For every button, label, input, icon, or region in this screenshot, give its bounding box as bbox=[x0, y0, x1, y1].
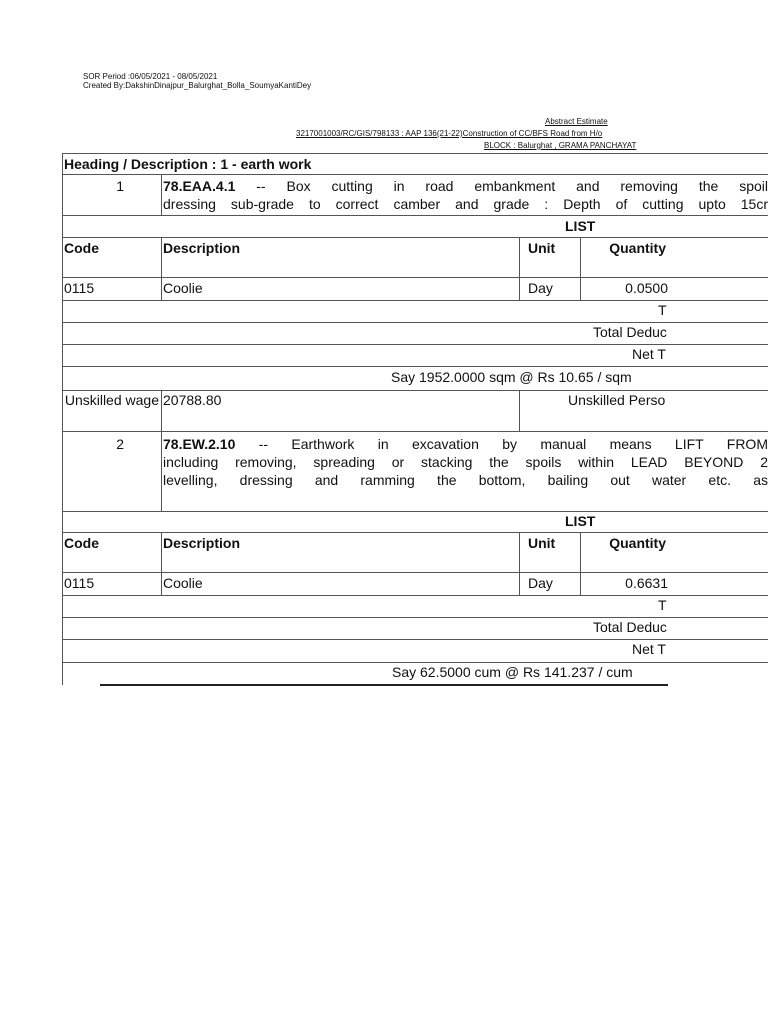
column-code: Code bbox=[64, 535, 99, 551]
item-number: 2 bbox=[116, 436, 124, 452]
bottom-rule bbox=[100, 684, 668, 686]
list-label: LIST bbox=[565, 513, 596, 529]
unskilled-wage-value: 20788.80 bbox=[163, 392, 222, 408]
sor-period: SOR Period :06/05/2021 - 08/05/2021 bbox=[83, 72, 218, 81]
section-heading: Heading / Description : 1 - earth work bbox=[64, 156, 312, 172]
column-quantity: Quantity bbox=[609, 240, 666, 256]
row-description: Coolie bbox=[163, 280, 203, 296]
created-by: Created By:DakshinDinajpur_Balurghat_Bolla_SoumyaKantiDey bbox=[83, 81, 312, 90]
total-label: T bbox=[658, 302, 667, 318]
column-unit: Unit bbox=[528, 240, 556, 256]
total-deduction-label: Total Deduc bbox=[593, 619, 667, 635]
row-code: 0115 bbox=[64, 575, 95, 591]
block-line: BLOCK : Balurghat , GRAMA PANCHAYAT bbox=[484, 141, 637, 150]
total-deduction-label: Total Deduc bbox=[593, 324, 667, 340]
item-description-line: levelling, dressing and ramming the bottom, bailing out water etc. as bbox=[163, 472, 768, 488]
list-label: LIST bbox=[565, 218, 596, 234]
estimate-title: Abstract Estimate bbox=[545, 117, 608, 126]
item-description-line: 78.EAA.4.1 -- Box cutting in road embankment and removing the spoil bbox=[163, 178, 768, 194]
say-rate-line: Say 62.5000 cum @ Rs 141.237 / cum bbox=[392, 664, 633, 680]
row-quantity: 0.0500 bbox=[625, 280, 668, 296]
net-total-label: Net T bbox=[632, 641, 666, 657]
item-description-line: including removing, spreading or stacking the spoils within LEAD BEYOND 2 bbox=[163, 454, 768, 470]
project-line: 3217001003/RC/GIS/798133 : AAP 136(21-22)Construction of CC/BFS Road from H/o bbox=[296, 129, 603, 138]
column-description: Description bbox=[163, 240, 241, 256]
unskilled-person-label: Unskilled Perso bbox=[568, 392, 666, 408]
row-unit: Day bbox=[528, 575, 553, 591]
column-unit: Unit bbox=[528, 535, 556, 551]
row-description: Coolie bbox=[163, 575, 203, 591]
column-description: Description bbox=[163, 535, 241, 551]
item-description-line: dressing sub-grade to correct camber and grade : Depth of cutting upto 15cr bbox=[163, 196, 768, 212]
item-code-ref: 78.EAA.4.1 bbox=[163, 178, 236, 194]
row-quantity: 0.6631 bbox=[625, 575, 668, 591]
row-unit: Day bbox=[528, 280, 553, 296]
say-rate-line: Say 1952.0000 sqm @ Rs 10.65 / sqm bbox=[391, 369, 632, 385]
total-label: T bbox=[658, 597, 667, 613]
estimate-sheet bbox=[62, 153, 768, 685]
column-quantity: Quantity bbox=[609, 535, 666, 551]
item-description-line: 78.EW.2.10 -- Earthwork in excavation by manual means LIFT FROM bbox=[163, 436, 768, 452]
item-code-ref: 78.EW.2.10 bbox=[163, 436, 236, 452]
item-number: 1 bbox=[116, 178, 124, 194]
unskilled-wage-label: Unskilled wage bbox=[64, 392, 159, 408]
net-total-label: Net T bbox=[632, 346, 666, 362]
row-code: 0115 bbox=[64, 280, 95, 296]
column-code: Code bbox=[64, 240, 99, 256]
